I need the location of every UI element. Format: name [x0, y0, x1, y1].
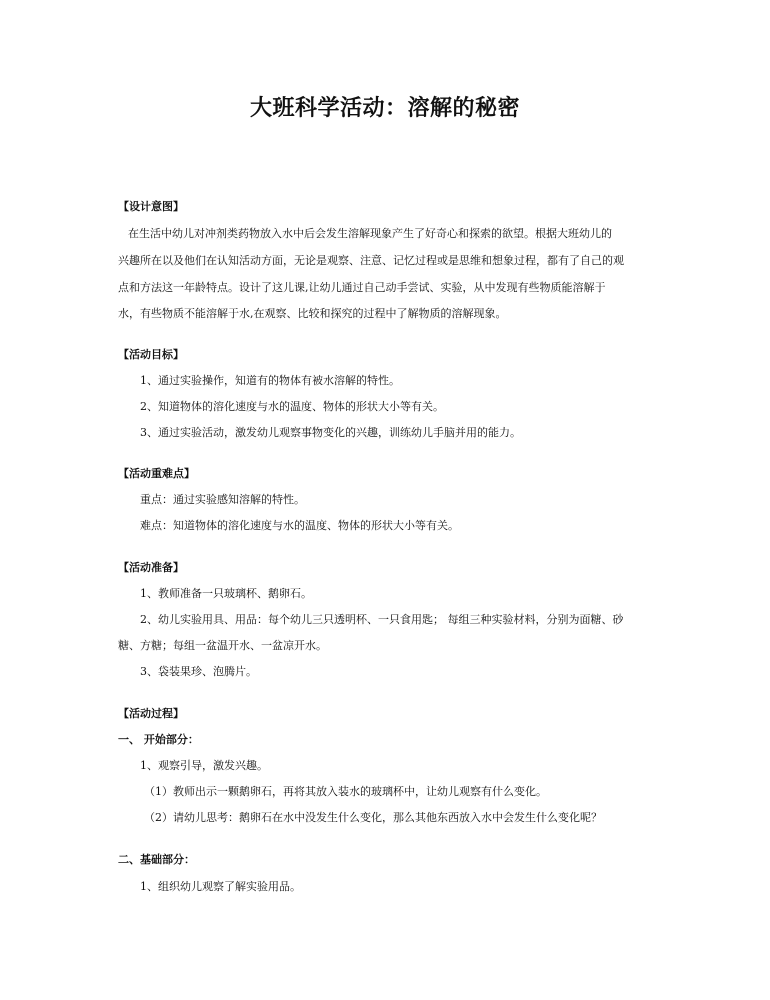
paragraph-line: 在生活中幼儿对冲剂类药物放入水中后会发生溶解现象产生了好奇心和探索的欲望。根据大班幼儿的 [128, 227, 612, 240]
list-item: 1、组织幼儿观察了解实验用品。 [140, 880, 301, 893]
list-item: 重点：通过实验感知溶解的特性。 [140, 493, 305, 506]
page-title: 大班科学活动：溶解的秘密 [249, 95, 520, 121]
section-heading-prep: 【活动准备】 [118, 561, 184, 574]
list-item: （2）请幼儿思考：鹅卵石在水中没发生什么变化，那么其他东西放入水中会发生什么变化呢？ [144, 811, 602, 824]
paragraph-line: 点和方法这一年龄特点。设计了这儿课,让幼儿通过自己动手尝试、实验，从中发现有些物质能溶解于 [118, 281, 606, 294]
list-item: 1、通过实验操作，知道有的物体有被水溶解的特性。 [140, 374, 400, 387]
list-item: （1）教师出示一颗鹅卵石，再将其放入装水的玻璃杯中，让幼儿观察有什么变化。 [144, 785, 547, 798]
list-item: 3、通过实验活动，激发幼儿观察事物变化的兴趣，训练幼儿手脑并用的能力。 [140, 426, 521, 439]
section-heading-goals: 【活动目标】 [118, 348, 184, 361]
paragraph-line: 兴趣所在以及他们在认知活动方面，无论是观察、注意、记忆过程或是思维和想象过程，都有了自己的观 [118, 254, 624, 267]
list-item: 2、知道物体的溶化速度与水的温度、物体的形状大小等有关。 [140, 400, 444, 413]
list-item: 1、教师准备一只玻璃杯、鹅卵石。 [140, 587, 312, 600]
section-heading-process: 【活动过程】 [118, 707, 184, 720]
subsection-heading-basic: 二、基础部分： [118, 853, 195, 866]
paragraph-line: 水，有些物质不能溶解于水,在观察、比较和探究的过程中了解物质的溶解现象。 [118, 307, 507, 320]
list-item: 1、观察引导，激发兴趣。 [140, 759, 268, 772]
list-item-continuation: 糖、方糖；每组一盆温开水、一盆凉开水。 [118, 639, 327, 652]
list-item: 2、幼儿实验用具、用品：每个幼儿三只透明杯、一只食用匙； 每组三种实验材料，分别为面糖、砂 [140, 613, 624, 626]
subsection-heading-start: 一、 开始部分： [118, 733, 199, 746]
section-heading-keypoints: 【活动重难点】 [118, 467, 195, 480]
list-item: 3、袋装果珍、泡腾片。 [140, 665, 257, 678]
list-item: 难点：知道物体的溶化速度与水的温度、物体的形状大小等有关。 [140, 519, 459, 532]
section-heading-design: 【设计意图】 [118, 200, 184, 213]
